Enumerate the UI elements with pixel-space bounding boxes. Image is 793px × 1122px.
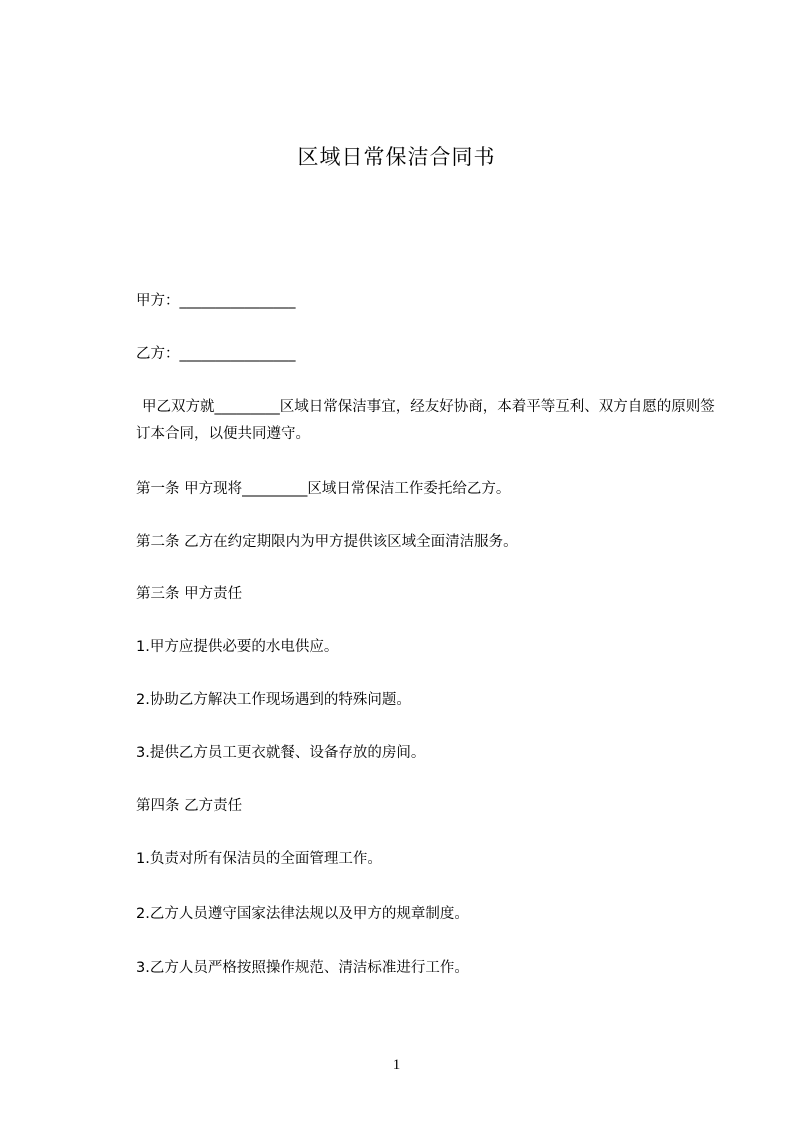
article-4-item-2: 2.乙方人员遵守国家法律法规以及甲方的规章制度。 bbox=[136, 906, 469, 922]
article-1: 第一条 甲方现将_________区域日常保洁工作委托给乙方。 bbox=[136, 481, 511, 497]
article-3-item-2: 2.协助乙方解决工作现场遇到的特殊问题。 bbox=[136, 692, 411, 708]
party-b-line: 乙方：________________ bbox=[136, 346, 296, 362]
document-title: 区域日常保洁合同书 bbox=[297, 145, 496, 169]
preamble-paragraph: 甲乙双方就_________区域日常保洁事宜，经友好协商，本着平等互利、双方自愿的原则签订本合同，以便共同遵守。 bbox=[136, 399, 715, 442]
page-number: 1 bbox=[392, 1057, 401, 1073]
party-a-line: 甲方：________________ bbox=[136, 293, 296, 309]
article-3-item-3: 3.提供乙方员工更衣就餐、设备存放的房间。 bbox=[136, 745, 426, 761]
article-3-item-1: 1.甲方应提供必要的水电供应。 bbox=[136, 639, 339, 655]
article-4-item-3: 3.乙方人员严格按照操作规范、清洁标准进行工作。 bbox=[136, 960, 469, 976]
article-3-heading: 第三条 甲方责任 bbox=[136, 586, 243, 602]
article-2: 第二条 乙方在约定期限内为甲方提供该区域全面清洁服务。 bbox=[136, 534, 518, 550]
article-4-item-1: 1.负责对所有保洁员的全面管理工作。 bbox=[136, 851, 382, 867]
article-4-heading: 第四条 乙方责任 bbox=[136, 798, 243, 814]
